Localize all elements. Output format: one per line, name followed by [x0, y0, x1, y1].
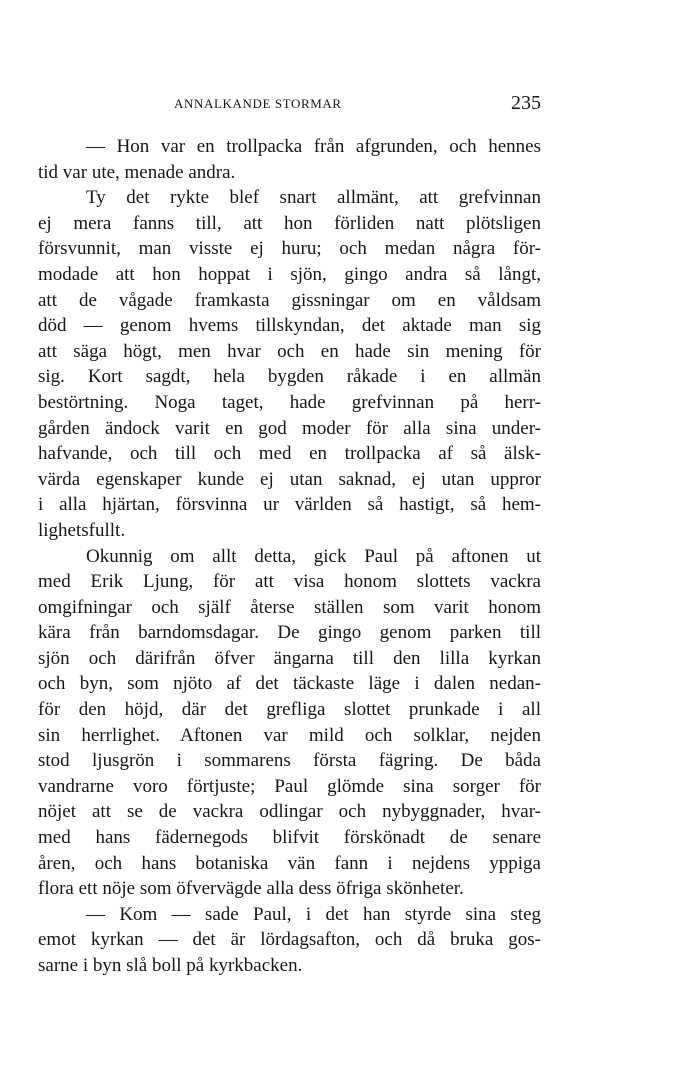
text-line: flora ett nöje som öfvervägde alla dess öfriga skönheter.: [38, 878, 464, 900]
running-title: ANNALKANDE STORMAR: [174, 96, 342, 111]
text-line: nöjet att se de vackra odlingar och nybyggnader, hvar-: [38, 801, 541, 823]
text-line: tid var ute, menade andra.: [38, 161, 236, 183]
text-line: med Erik Ljung, för att visa honom slottets vackra: [38, 571, 541, 593]
body-text: [38, 134, 541, 979]
text-line: med hans fädernegods blifvit förskönadt de senare: [38, 827, 541, 849]
text-line: och byn, som njöto af det täckaste läge i dalen nedan-: [38, 673, 541, 695]
text-line: sin herrlighet. Aftonen var mild och solklar, nejden: [38, 724, 541, 746]
text-line: att säga högt, men hvar och en hade sin mening för: [38, 340, 541, 362]
text-line: död — genom hvems tillskyndan, det aktade man sig: [38, 315, 541, 337]
text-line: ej mera fanns till, att hon förliden natt plötsligen: [38, 212, 541, 234]
text-line: i alla hjärtan, försvinna ur världen så hastigt, så hem-: [38, 494, 541, 516]
text-line: modade att hon hoppat i sjön, gingo andra så långt,: [38, 263, 541, 285]
text-line: sjön och därifrån öfver ängarna till den lilla kyrkan: [38, 647, 541, 669]
text-line: för den höjd, där det grefliga slottet prunkade i all: [38, 699, 541, 721]
text-line: försvunnit, man visste ej huru; och medan några för-: [38, 238, 541, 260]
text-line: emot kyrkan — det är lördagsafton, och då bruka gos-: [38, 929, 541, 951]
text-line: — Hon var en trollpacka från afgrunden, och hennes: [86, 136, 541, 157]
text-line: sig. Kort sagdt, hela bygden råkade i en allmän: [38, 366, 541, 388]
text-line: gården ändock varit en god moder för alla sina under-: [38, 417, 541, 439]
text-line: hafvande, och till och med en trollpacka af så älsk-: [38, 443, 541, 465]
text-line: åren, och hans botaniska vän fann i nejdens yppiga: [38, 852, 541, 874]
text-line: omgifningar och själf återse ställen som varit honom: [38, 596, 541, 618]
text-line: — Kom — sade Paul, i det han styrde sina steg: [86, 903, 541, 925]
text-line: Ty det rykte blef snart allmänt, att grefvinnan: [86, 187, 541, 209]
page-number: 235: [511, 92, 541, 114]
running-head: [38, 92, 541, 116]
text-line: värda egenskaper kunde ej utan saknad, ej utan uppror: [38, 468, 541, 490]
text-line: Okunnig om allt detta, gick Paul på aftonen ut: [86, 545, 541, 567]
text-line: att de vågade framkasta gissningar om en våldsam: [38, 289, 541, 311]
text-line: vandrarne voro förtjuste; Paul glömde sina sorger för: [38, 775, 541, 797]
text-line: bestörtning. Noga taget, hade grefvinnan på herr-: [38, 391, 541, 413]
text-line: sarne i byn slå boll på kyrkbacken.: [38, 955, 303, 976]
text-line: kära från barndomsdagar. De gingo genom parken till: [38, 622, 541, 644]
text-line: lighetsfullt.: [38, 519, 126, 541]
text-line: stod ljusgrön i sommarens första fägring. De båda: [38, 750, 541, 772]
